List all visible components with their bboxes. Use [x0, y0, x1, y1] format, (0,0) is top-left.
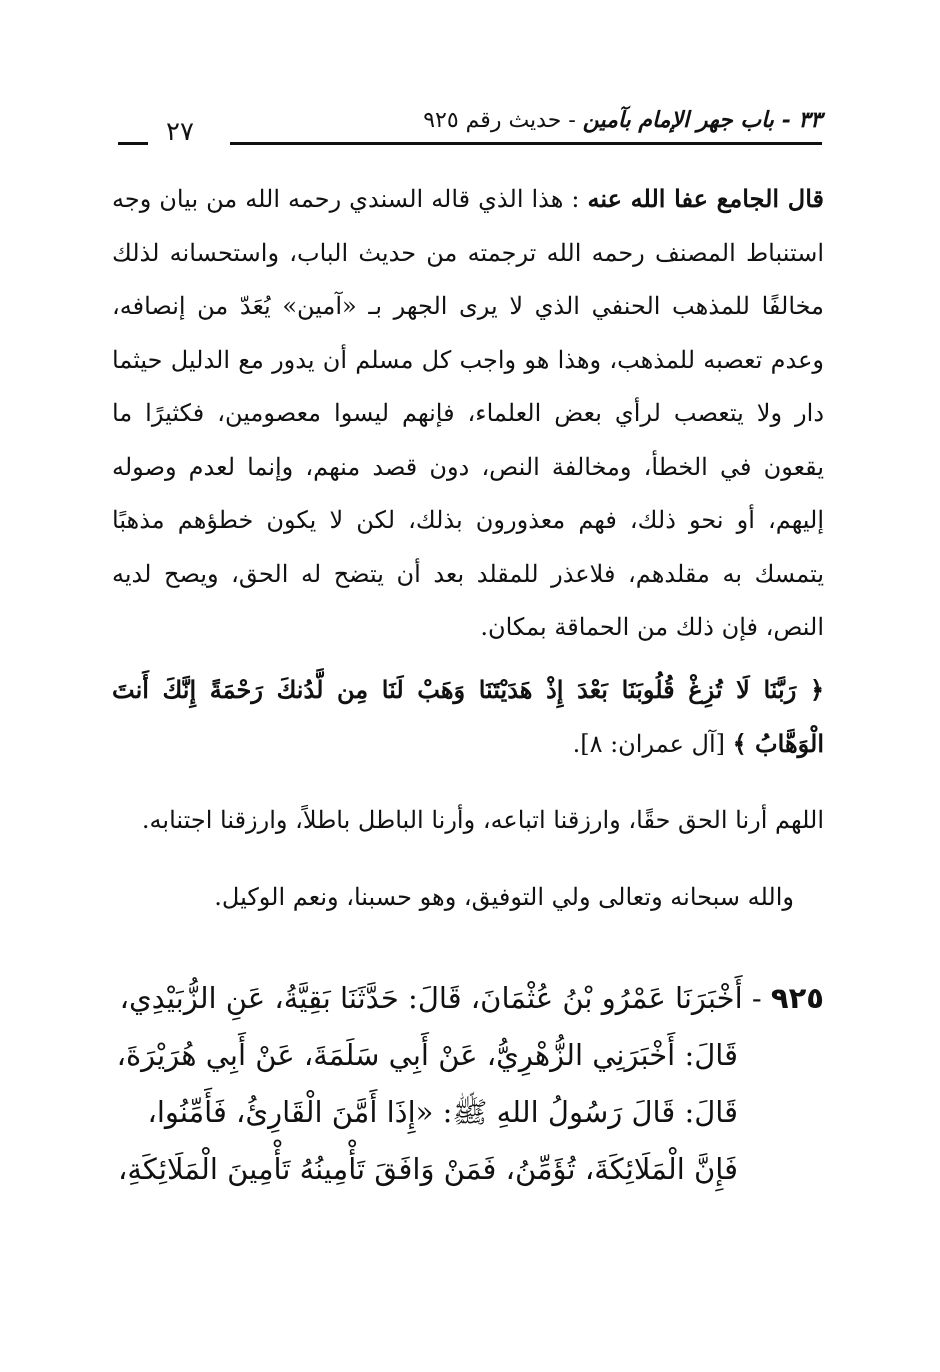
hadith-line: فَإِنَّ الْمَلَائِكَةَ، تُؤَمِّنُ، فَمَنْ وَافَقَ تَأْمِينُهُ تَأْمِينَ الْمَلَائِكَةِ،	[117, 1152, 738, 1186]
hadith-line: قَالَ: أَخْبَرَنِي الزُّهْرِيُّ، عَنْ أَبِي سَلَمَةَ، عَنْ أَبِي هُرَيْرَةَ،	[116, 1038, 738, 1072]
commentary-body	[112, 172, 824, 925]
commentary-paragraph	[112, 172, 824, 655]
chapter-title: ٣٣ - باب جهر الإمام بآمين	[582, 107, 822, 133]
header-rule	[230, 142, 822, 145]
quran-quote	[112, 663, 824, 772]
hadith-reference: حديث رقم ٩٢٥	[423, 108, 562, 133]
paragraph-text: : هذا الذي قاله السندي رحمه الله من بيان وجه استنباط المصنف رحمه الله ترجمته من حديث الباب، واستحسانه لذلك مخالفًا للمذهب الحنفي الذي لا يرى الجهر بـ «آمين» يُعَدّ من إنصافه، وعدم تعصبه للمذهب، وهذا هو واجب كل مسلم أن يدور مع الدليل حيثما دار ولا يتعصب لرأي بعض العلماء، فإنهم ليسوا معصومين، فكثيرًا ما يقعون في الخطأ، ومخالفة النص، دون قصد منهم، وإنما لعدم وصوله إليهم، أو نحو ذلك، فهم معذورون بذلك، لكن لا يكون خطؤهم مذهبًا يتمسك به مقلدهم، فلاعذر للمقلد بعد أن يتضح له الحق، ويصح لديه النص، فإن ذلك من الحماقة بمكان.	[112, 185, 825, 641]
paragraph-lead: قال الجامع عفا الله عنه	[587, 184, 824, 213]
header-title	[423, 100, 822, 141]
hadith-line	[112, 970, 824, 1027]
quran-verse: ﴿ رَبَّنَا لَا تُزِغْ قُلُوبَنَا بَعْدَ إِذْ هَدَيْتَنَا وَهَبْ لَنَا مِن لَّدُنكَ رَحْمَةً إِنَّكَ أَنتَ الْوَهَّابُ ﴾	[112, 674, 824, 758]
page-number: ٢٧	[166, 117, 194, 147]
closing-paragraph: والله سبحانه وتعالى ولي التوفيق، وهو حسبنا، ونعم الوكيل.	[214, 883, 794, 911]
running-header	[118, 100, 822, 148]
hadith-line: قَالَ: قَالَ رَسُولُ اللهِ ﷺ: «إِذَا أَمَّنَ الْقَارِئُ، فَأَمِّنُوا،	[147, 1095, 738, 1129]
supplication-paragraph: اللهم أرنا الحق حقًا، وارزقنا اتباعه، وأرنا الباطل باطلاً، وارزقنا اجتنابه.	[141, 805, 824, 834]
quran-reference: [آل عمران: ٨].	[572, 730, 725, 758]
header-separator: -	[561, 108, 583, 133]
hadith-number: ٩٢٥	[770, 981, 824, 1015]
hadith-line-text: - أَخْبَرَنَا عَمْرُو بْنُ عُثْمَانَ، قَالَ: حَدَّثَنَا بَقِيَّةُ، عَنِ الزُّبَيْدِي،	[119, 981, 762, 1015]
page-number-rule	[118, 142, 148, 145]
hadith-text	[112, 970, 824, 1198]
